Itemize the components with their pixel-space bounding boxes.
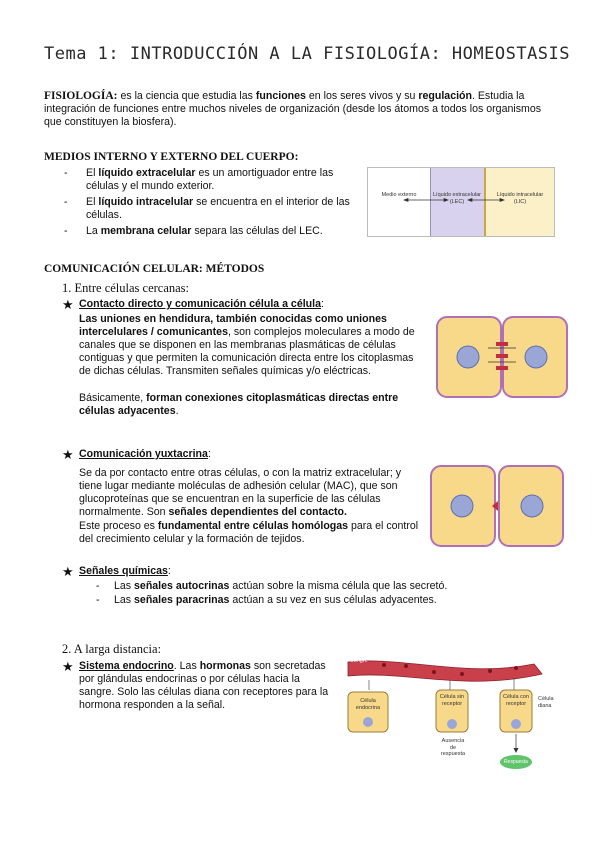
intro-bold: regulación (418, 90, 472, 102)
subheading-cercanas: 1. Entre células cercanas: (62, 281, 190, 295)
quimicas-title: Señales químicas: (79, 565, 171, 577)
dash-marker: - (96, 594, 100, 606)
quimicas-list (94, 580, 524, 610)
juxtacrine-illustration (430, 463, 564, 549)
dash-marker: - (64, 167, 68, 179)
list-item: - Las señales autocrinas actúan sobre la misma célula que las secretó. (96, 580, 448, 592)
star-bullet: ★ (62, 564, 74, 579)
section-heading-medios: MEDIOS INTERNO Y EXTERNO DEL CUERPO: (44, 151, 299, 163)
section-heading-comunicacion: COMUNICACIÓN CELULAR: MÉTODOS (44, 263, 265, 275)
label-celula-con-receptor: Célula con receptor (503, 694, 529, 707)
fluid-compartments-diagram (367, 167, 555, 237)
label-medio-externo: Medio externo (381, 192, 417, 198)
list-item: - El líquido extracelular es un amortiguador entre las células y el mundo exterior. (64, 167, 334, 192)
gap-junction-illustration (436, 314, 568, 400)
star-bullet: ★ (62, 447, 74, 462)
medios-list (62, 167, 352, 241)
contacto-paragraph-2: Básicamente, forman conexiones citoplasmáticas directas entre células adyacentes. (79, 392, 399, 417)
endocrine-diagram (344, 652, 568, 772)
exchange-arrows (368, 168, 554, 236)
contacto-paragraph-1: Las uniones en hendidura, también conocidas como uniones intercelulares / comunicantes, son complejos moleculares a modo de canales que se disponen en las membranas plasmáticas de células contiguas y que permiten la comunicación directa entre los citoplasmas de dichas células. Transmiten señales químicas y/o eléctricas. (79, 313, 415, 377)
dash-marker: - (64, 196, 68, 208)
intro-text: en los seres vivos y su (305, 90, 419, 102)
label-celula-sin-receptor: Célula sin receptor (439, 694, 465, 707)
dash-marker: - (96, 580, 100, 592)
label-lec: Líquido extracelular (LEC) (432, 192, 481, 205)
intro-text: es la ciencia que estudia las (117, 90, 256, 102)
list-item: - El líquido intracelular se encuentra en el interior de las células. (64, 196, 350, 221)
label-sangre: Sangre (350, 658, 368, 664)
label-celula-diana: Célula diana (538, 696, 554, 709)
label-celula-endocrina: Célula endocrina (355, 698, 381, 711)
endocrino-paragraph: Sistema endocrino. Las hormonas son secretadas por glándulas endocrinas o por células hacia la sangre. Solo las células diana con receptores para la hormona responden a la señal. (79, 660, 329, 711)
star-bullet: ★ (62, 659, 74, 674)
label-respuesta: Respuesta (504, 759, 528, 765)
list-item: - La membrana celular separa las células del LEC. (64, 225, 323, 237)
intro-term: FISIOLOGÍA: (44, 90, 118, 102)
intro-paragraph (44, 90, 554, 129)
page-title: Tema 1: INTRODUCCIÓN A LA FISIOLOGÍA: HOMEOSTASIS (44, 44, 571, 64)
list-item: - Las señales paracrinas actúan a su vez en sus células adyacentes. (96, 594, 437, 606)
dash-marker: - (64, 225, 68, 237)
label-lic: Líquido intracelular (LIC) (496, 192, 544, 205)
yuxtacrina-paragraph-1: Se da por contacto entre otras células, o con la matriz extracelular; y tiene lugar mediante moléculas de adhesión celular (MAC), que son glucoproteínas que se encuentran en la superficie de las células normalmente. Son señales dependientes del contacto. (79, 467, 402, 518)
star-bullet: ★ (62, 297, 74, 312)
contacto-title: Contacto directo y comunicación célula a célula: (79, 298, 324, 310)
subheading-larga-distancia: 2. A larga distancia: (62, 642, 162, 656)
intro-text: . Estudia la integración de funciones entre muchos niveles de organización (desde los átomos a todos los organismos que constituyen la biosfera). (44, 90, 542, 128)
yuxtacrina-paragraph-2: Este proceso es fundamental entre células homólogas para el control del crecimiento celular y la formación de tejidos. (79, 520, 419, 545)
yuxtacrina-title: Comunicación yuxtacrina: (79, 448, 211, 460)
label-ausencia-respuesta: Ausencia de respuesta (440, 738, 466, 757)
intro-bold: funciones (255, 90, 306, 102)
